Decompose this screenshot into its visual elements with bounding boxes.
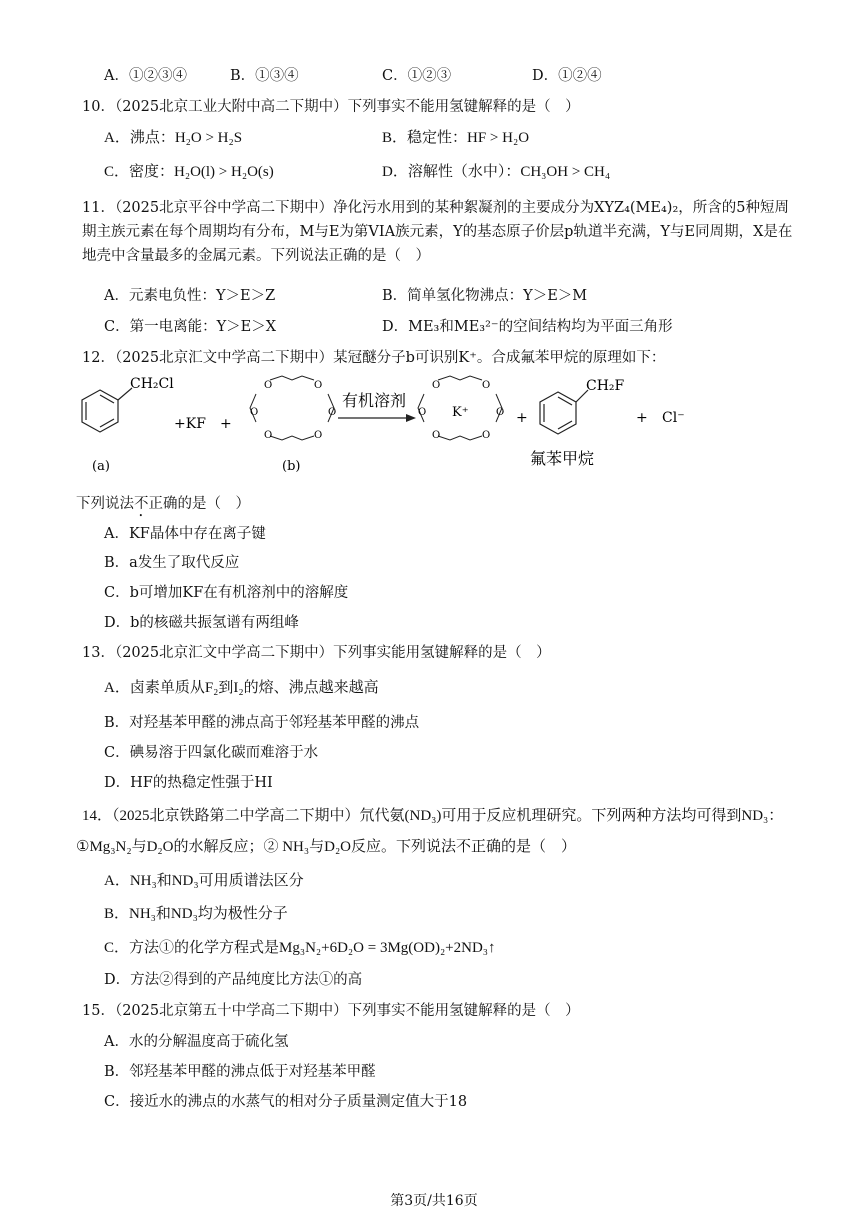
q11-option-b: B．简单氢化物沸点：Y＞E＞M <box>382 288 588 304</box>
label-b: (b) <box>282 459 301 474</box>
q13-option-b: B．对羟基苯甲醛的沸点高于邻羟基苯甲醛的沸点 <box>104 715 420 731</box>
label-a: (a) <box>92 459 110 474</box>
crown-o-5: O <box>264 430 273 441</box>
q11-option-a: A．元素电负性：Y＞E＞Z <box>104 288 276 304</box>
q14-option-c: C．方法①的化学方程式是Mg₃N₂+6D₂O = 3Mg(OD)₂+2ND₃↑ <box>104 940 496 956</box>
q10-option-d: D．溶解性（水中）：CH₃OH > CH₄ <box>382 164 611 180</box>
ch2f-label: CH₂F <box>586 378 625 394</box>
crown-o-1: O <box>264 380 273 391</box>
complex-o-3: O <box>418 407 427 418</box>
benzene-ring-product <box>540 390 588 434</box>
crown-o-6: O <box>314 430 323 441</box>
complex-o-1: O <box>432 380 441 391</box>
q15-stem: 15．（2025北京第五十中学高二下期中）下列事实不能用氢键解释的是（ ） <box>82 1003 580 1019</box>
plus-1: + <box>220 416 232 432</box>
q12-option-a: A．KF晶体中存在离子键 <box>104 526 266 542</box>
complex-o-2: O <box>482 380 491 391</box>
q11-stem: 11．（2025北京平谷中学高二下期中）净化污水用到的某种絮凝剂的主要成分为XYZ₄(ME₄)₂，所含的5种短周期主族元素在每个周期均有分布，M与E为第VIA族元素，Y的基态原子价层p轨道半充满，Y与E同周期，X是在地壳中含量最多的金属元素。下列说法正确的是（ ） <box>82 200 793 264</box>
q9-option-c: C．①②③ <box>382 68 452 84</box>
chloride-label: Cl⁻ <box>662 410 685 426</box>
q15-option-a: A．水的分解温度高于硫化氢 <box>104 1034 289 1050</box>
q10-stem: 10．（2025北京工业大附中高二下期中）下列事实不能用氢键解释的是（ ） <box>82 99 580 115</box>
complex-o-5: O <box>432 430 441 441</box>
q10-option-a: A．沸点：H₂O > H₂S <box>104 130 243 146</box>
q12-option-d: D．b的核磁共振氢谱有两组峰 <box>104 615 299 631</box>
complex-o-6: O <box>482 430 491 441</box>
page-footer: 第3页/共16页 <box>390 1193 478 1209</box>
q14-option-b: B．NH₃和ND₃均为极性分子 <box>104 906 288 922</box>
ch2cl-label: CH₂Cl <box>130 376 174 392</box>
q10-option-c: C．密度：H₂O(l) > H₂O(s) <box>104 164 274 180</box>
q10-option-b: B．稳定性：HF > H₂O <box>382 130 530 146</box>
product-name: 氟苯甲烷 <box>530 449 595 468</box>
crown-o-2: O <box>314 380 323 391</box>
reaction-scheme <box>70 370 790 480</box>
q14-stem-line2: ①Mg₃N₂与D₂O的水解反应；② NH₃与D₂O反应。下列说法不正确的是（ ） <box>76 839 577 855</box>
q12-option-c: C．b可增加KF在有机溶剂中的溶解度 <box>104 585 349 601</box>
q13-option-a: A．卤素单质从F₂到I₂的熔、沸点越来越高 <box>104 680 379 696</box>
q11-option-d: D．ME₃和ME₃²⁻的空间结构均为平面三角形 <box>382 319 673 335</box>
q12-prompt <box>76 494 250 520</box>
q14-option-a: A．NH₃和ND₃可用质谱法区分 <box>104 873 304 889</box>
q14-stem-line1: 14．（2025北京铁路第二中学高二下期中）氘代氨(ND₃)可用于反应机理研究。下列两种方法均可得到ND₃： <box>82 808 784 824</box>
q12-stem: 12．（2025北京汇文中学高二下期中）某冠醚分子b可识别K⁺。合成氟苯甲烷的原理如下： <box>82 350 666 366</box>
kf-label: +KF <box>174 416 206 432</box>
q15-option-c: C．接近水的沸点的水蒸气的相对分子质量测定值大于18 <box>104 1094 468 1110</box>
q12-prompt-pre: 下列说法 <box>76 496 134 512</box>
q13-option-c: C．碘易溶于四氯化碳而难溶于水 <box>104 745 319 761</box>
complex-o-4: O <box>496 407 505 418</box>
q14-option-d: D．方法②得到的产品纯度比方法①的高 <box>104 972 363 988</box>
q13-stem: 13．（2025北京汇文中学高二下期中）下列事实能用氢键解释的是（ ） <box>82 645 551 661</box>
q12-prompt-post: 正确的是（ ） <box>148 496 250 512</box>
q12-prompt-emphasis: 不 <box>134 496 149 512</box>
q15-option-b: B．邻羟基苯甲醛的沸点低于对羟基苯甲醛 <box>104 1064 376 1080</box>
k-plus-label: K⁺ <box>452 405 469 420</box>
arrow-label: 有机溶剂 <box>342 391 407 410</box>
q11-option-c: C．第一电离能：Y＞E＞X <box>104 319 277 335</box>
crown-o-4: O <box>328 407 337 418</box>
plus-3: + <box>636 410 648 426</box>
q9-option-d: D．①②④ <box>532 68 602 84</box>
q9-option-a: A．①②③④ <box>104 68 187 84</box>
plus-2: + <box>516 410 528 426</box>
crown-o-3: O <box>250 407 259 418</box>
benzene-ring-a <box>82 388 132 432</box>
q12-option-b: B．a发生了取代反应 <box>104 555 240 571</box>
q9-option-b: B．①③④ <box>230 68 299 84</box>
q13-option-d: D．HF的热稳定性强于HI <box>104 775 273 791</box>
arrow-head <box>406 414 416 422</box>
